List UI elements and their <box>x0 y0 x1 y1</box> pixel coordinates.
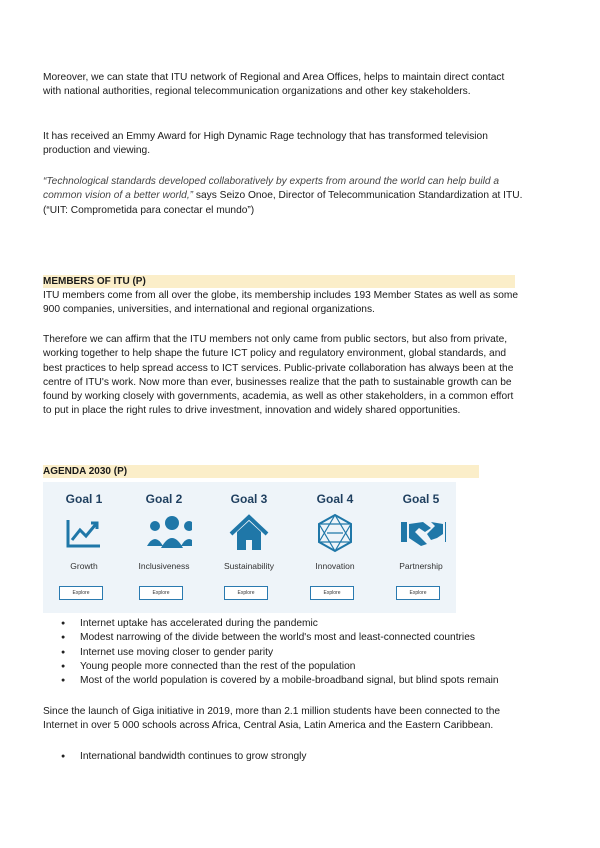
goal-title: Goal 1 <box>65 492 103 506</box>
goal-card-1 <box>43 482 125 613</box>
goal-title: Goal 5 <box>402 492 440 506</box>
goal-card-5 <box>380 482 462 613</box>
goal-label: Inclusiveness <box>138 561 190 571</box>
agenda-bullet-list <box>43 617 523 688</box>
list-item: ● Internet uptake has accelerated during the pandemic <box>43 617 523 631</box>
list-item: ● International bandwidth continues to grow strongly <box>43 750 523 764</box>
agenda-goals-panel <box>43 482 456 613</box>
explore-button-goal-3[interactable]: Explore <box>224 586 268 600</box>
goal-card-3 <box>208 482 290 613</box>
members-paragraph-1: ITU members come from all over the globe, its membership includes 193 Member States as well as some 900 companies, universities, and international and regional organizations. <box>43 290 519 316</box>
intro-paragraph-network: Moreover, we can state that ITU network of Regional and Area Offices, helps to maintain direct contact with national authorities, regional telecommunication organizations and other key stakeholders. <box>43 72 505 98</box>
goal-label: Sustainability <box>223 561 275 571</box>
goal-card-2 <box>123 482 205 613</box>
goal-label: Growth <box>70 561 98 571</box>
house-icon <box>229 512 269 554</box>
goal-title: Goal 3 <box>230 492 268 506</box>
list-item: ● Most of the world population is covered by a mobile-broadband signal, but blind spots remain <box>43 674 523 688</box>
intro-quote <box>43 175 523 218</box>
agenda-bullet-list-2 <box>43 750 523 764</box>
members-paragraph-2: Therefore we can affirm that the ITU members not only came from public sectors, but also from private, working together to help shape the future ICT policy and regulatory environment, global standards, and best practices to help spread access to ICT services. Public-private collaboration has always been at the centre of ITU's work. Now more than ever, businesses realize that the path to sustainable growth can be found by working closely with governments, academia, as well as other stakeholders, in a common effort to put in place the right rules to drive investment, innovation and widely shared opportunities. <box>43 334 514 417</box>
goal-title: Goal 4 <box>316 492 354 506</box>
explore-button-goal-5[interactable]: Explore <box>396 586 440 600</box>
list-item: ● Young people more connected than the rest of the population <box>43 660 523 674</box>
goal-title: Goal 2 <box>145 492 183 506</box>
intro-paragraph-emmy: It has received an Emmy Award for High Dynamic Rage technology that has transformed television production and viewing. <box>43 131 488 157</box>
handshake-icon <box>396 512 446 554</box>
explore-button-goal-2[interactable]: Explore <box>139 586 183 600</box>
members-heading: MEMBERS OF ITU (P) <box>43 275 515 288</box>
list-item: ● Modest narrowing of the divide between the world's most and least-connected countries <box>43 631 523 645</box>
giga-paragraph: Since the launch of Giga initiative in 2019, more than 2.1 million students have been connected to the Internet in over 5 000 schools across Africa, Central Asia, Latin America and the Eastern Caribbean. <box>43 706 501 732</box>
goal-label: Innovation <box>315 561 355 571</box>
agenda-heading: AGENDA 2030 (P) <box>43 465 479 478</box>
goal-card-4 <box>294 482 376 613</box>
people-group-icon <box>138 512 192 554</box>
geodesic-icon <box>315 512 355 554</box>
goal-label: Partnership <box>399 561 443 571</box>
explore-button-goal-1[interactable]: Explore <box>59 586 103 600</box>
quote-attribution: says Seizo Onoe, Director of Telecommunication Standardization at ITU. (“UIT: Comprometida para conectar el mundo”) <box>43 190 523 216</box>
explore-button-goal-4[interactable]: Explore <box>310 586 354 600</box>
quote-text: “Technological standards developed collaboratively by experts from around the world can help build a common vision of a better world,” <box>43 176 500 202</box>
list-item: ● Internet use moving closer to gender parity <box>43 646 523 660</box>
chart-up-icon <box>64 512 104 554</box>
